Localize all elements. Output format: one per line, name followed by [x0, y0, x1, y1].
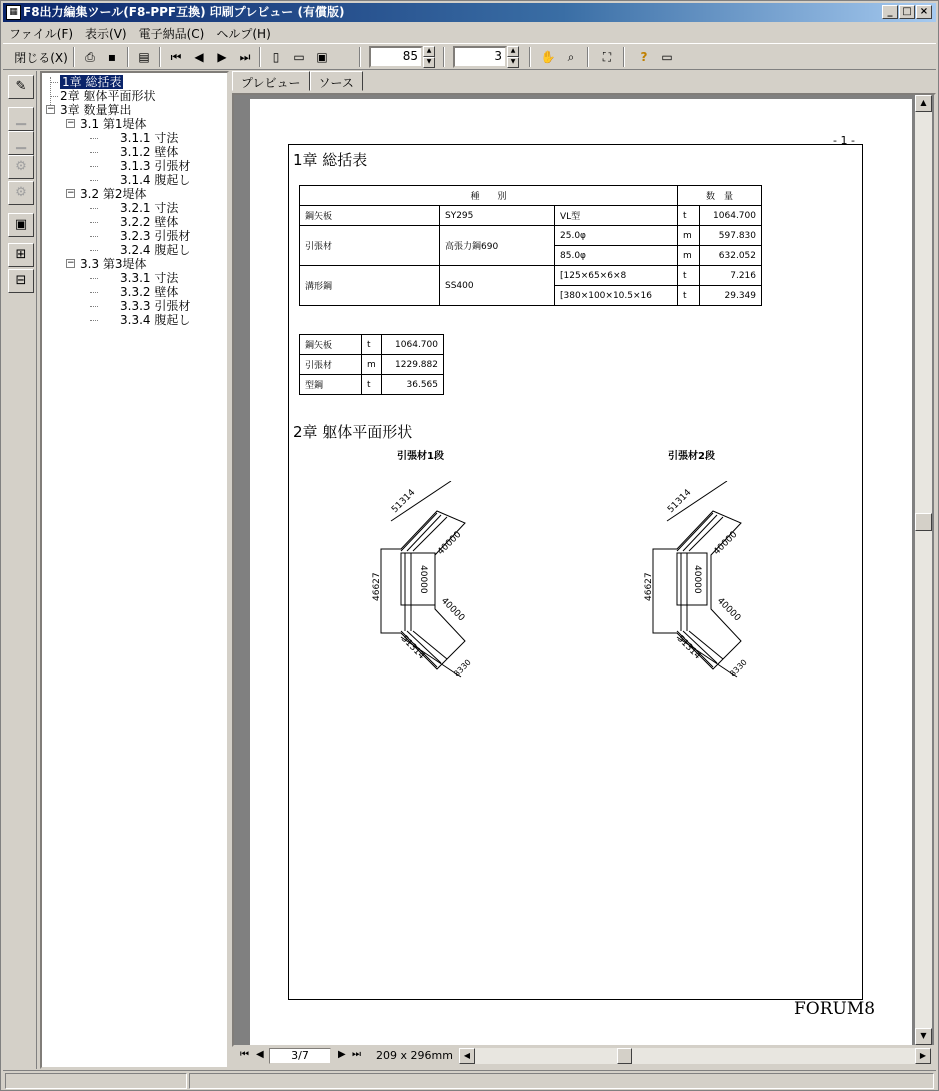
dim-label: 51314 [674, 634, 703, 662]
nav-next-icon[interactable]: ▶ [338, 1049, 346, 1060]
minimize-button[interactable]: _ [882, 5, 898, 19]
format-icon[interactable]: ▁ [8, 107, 34, 131]
save-icon[interactable]: ▪ [107, 50, 117, 64]
vertical-scrollbar[interactable] [915, 95, 932, 1045]
toolbar [3, 43, 936, 70]
dim-label: 8330 [452, 657, 473, 679]
dim-label: 46627 [372, 572, 382, 601]
tree-expander-icon[interactable]: − [67, 258, 75, 268]
status-pane-2 [189, 1073, 934, 1089]
page-indicator[interactable]: 3/7 [269, 1048, 331, 1064]
cell-value: 36.565 [382, 375, 444, 395]
maximize-button[interactable]: □ [899, 5, 915, 19]
dim-label: 40000 [418, 565, 428, 594]
menu-delivery[interactable]: 電子納品(C) [138, 27, 205, 41]
page-spinner[interactable] [453, 46, 519, 68]
dim-label: 8330 [728, 657, 749, 679]
tree-item[interactable]: 3.3.3 引張材 [120, 299, 191, 313]
scroll-right-icon[interactable]: ▶ [915, 1048, 931, 1064]
zoom-input[interactable]: 85 [369, 46, 423, 68]
next-page-icon[interactable]: ▶ [217, 50, 227, 64]
cell-unit: t [678, 206, 700, 226]
format2-icon[interactable]: ▁ [8, 131, 34, 155]
info-icon[interactable]: ▭ [661, 50, 673, 64]
cell-sub: [125×65×6×8 [555, 266, 678, 286]
chapter2-heading: 2章 躯体平面形状 [293, 423, 413, 441]
tree-expander-icon[interactable]: − [67, 188, 75, 198]
cell-value: 1064.700 [700, 206, 762, 226]
tree-expander-icon[interactable]: − [67, 118, 75, 128]
cell-name: 鋼矢板 [300, 206, 440, 226]
view-tabs [232, 71, 363, 91]
cell-sub: [380×100×10.5×16 [555, 286, 678, 306]
cell-spec: SY295 [440, 206, 555, 226]
menu-file[interactable]: ファイル(F) [9, 27, 74, 41]
table-row [300, 335, 444, 355]
dim-label: 40000 [714, 596, 743, 624]
scroll-left-icon[interactable]: ◀ [459, 1048, 475, 1064]
cell-value: 1064.700 [382, 335, 444, 355]
chapter1-heading: 1章 総括表 [293, 151, 368, 169]
tree-expander-icon[interactable]: − [47, 104, 55, 114]
close-window-button[interactable]: × [916, 5, 932, 19]
zoom-up-icon[interactable]: ▲ [423, 46, 435, 57]
cell-name: 鋼矢板 [300, 335, 362, 355]
tree-item[interactable]: 3.1.1 寸法 [120, 131, 179, 145]
zoom-spinner[interactable] [369, 46, 435, 68]
cell-value: 597.830 [700, 226, 762, 246]
cell-sub: 25.0φ [555, 226, 678, 246]
single-page-icon[interactable]: ▯ [272, 50, 280, 64]
gear-disabled-icon[interactable]: ⚙ [8, 155, 34, 179]
nav-prev-icon[interactable]: ◀ [256, 1049, 264, 1060]
page-down-icon[interactable]: ▼ [507, 57, 519, 68]
tree-item[interactable]: 3.3 第3堤体 [80, 257, 147, 271]
left-toolbar [5, 71, 37, 1069]
cell-name: 引張材 [300, 226, 440, 266]
plan-diagram-right [637, 481, 767, 681]
tree-item[interactable]: 3.2 第2堤体 [80, 187, 147, 201]
status-pane-1 [5, 1073, 187, 1089]
tree-item[interactable]: 3.1.2 壁体 [120, 145, 179, 159]
dim-label: 40000 [438, 596, 467, 624]
properties-icon[interactable]: ▣ [8, 213, 34, 237]
dim-label: 51314 [390, 487, 418, 516]
cell-unit: t [678, 286, 700, 306]
tree-item-selected[interactable]: 1章 総括表 [62, 75, 122, 89]
brand-footer: FORUM8 [794, 999, 876, 1019]
totals-table [299, 334, 444, 395]
tree-item[interactable]: 3.2.2 壁体 [120, 215, 179, 229]
diagram-right-title: 引張材2段 [668, 451, 715, 462]
edit-pencil-icon[interactable]: ✎ [8, 75, 34, 99]
cell-sub: 85.0φ [555, 246, 678, 266]
cell-name: 型鋼 [300, 375, 362, 395]
magnifier-icon[interactable]: ⌕ [567, 49, 575, 64]
header-qty: 数 量 [678, 186, 762, 206]
scroll-thumb[interactable] [915, 513, 932, 531]
cell-value: 632.052 [700, 246, 762, 266]
tree-item[interactable]: 3.1 第1堤体 [80, 117, 147, 131]
cell-unit: m [362, 355, 382, 375]
tree-item[interactable]: 3.2.3 引張材 [120, 229, 191, 243]
table-row [300, 266, 762, 286]
export-icon[interactable]: ▤ [138, 50, 150, 64]
close-button[interactable]: 閉じる(X) [14, 50, 68, 65]
nav-first-icon[interactable]: ⏮ [240, 1049, 249, 1060]
tree-item[interactable]: 3.3.2 壁体 [120, 285, 179, 299]
tree-item[interactable]: 3章 数量算出 [60, 103, 132, 117]
tree-item[interactable]: 3.1.4 腹起し [120, 173, 191, 187]
hscroll-thumb[interactable] [617, 1048, 632, 1064]
status-bar [3, 1070, 936, 1089]
scroll-up-icon[interactable]: ▲ [915, 95, 932, 112]
tree-item[interactable]: 2章 躯体平面形状 [60, 89, 156, 103]
dim-label: 51314 [666, 487, 694, 516]
table-row [300, 226, 762, 246]
tree-expand-icon[interactable]: ⊞ [8, 243, 34, 267]
menu-bar [3, 23, 277, 42]
prev-page-icon[interactable]: ◀ [194, 50, 204, 64]
paper-size: 209 x 296mm [376, 1049, 453, 1062]
fullscreen-icon[interactable]: ⛶ [602, 49, 612, 64]
zoom-down-icon[interactable]: ▼ [423, 57, 435, 68]
cell-value: 29.349 [700, 286, 762, 306]
dim-label: 40000 [692, 565, 702, 594]
summary-table [299, 185, 762, 306]
last-page-icon[interactable]: ⏭ [239, 49, 251, 64]
cell-unit: t [678, 266, 700, 286]
diagram-left-title: 引張材1段 [397, 451, 444, 462]
cell-unit: m [678, 246, 700, 266]
cell-value: 7.216 [700, 266, 762, 286]
dim-label: 51314 [398, 634, 427, 662]
tab-source[interactable]: ソース [310, 71, 363, 91]
scroll-down-icon[interactable]: ▼ [915, 1028, 932, 1045]
settings-disabled-icon[interactable]: ⚙ [8, 181, 34, 205]
tree-item[interactable]: 3.2.4 腹起し [120, 243, 191, 257]
header-type: 種 別 [300, 186, 678, 206]
plan-diagram-left [361, 481, 491, 681]
table-row [300, 375, 444, 395]
tree-item[interactable]: 3.1.3 引張材 [120, 159, 191, 173]
help-icon[interactable]: ? [640, 50, 648, 64]
title-bar [3, 3, 936, 22]
cell-name: 溝形鋼 [300, 266, 440, 306]
menu-view[interactable]: 表示(V) [85, 27, 127, 41]
cell-name: 引張材 [300, 355, 362, 375]
dim-label: 40000 [436, 529, 464, 558]
cell-sub: VL型 [555, 206, 678, 226]
cell-unit: t [362, 335, 382, 355]
page-number: - 1 - [833, 134, 855, 147]
tree-item[interactable]: 3.2.1 寸法 [120, 201, 179, 215]
tree-item[interactable]: 3.3.1 寸法 [120, 271, 179, 285]
dim-label: 46627 [644, 572, 654, 601]
cell-unit: t [362, 375, 382, 395]
two-page-icon[interactable]: ▭ [293, 50, 305, 64]
table-row [300, 355, 444, 375]
cell-spec: 高張力鋼690 [440, 226, 555, 266]
dim-label: 40000 [712, 529, 740, 558]
hand-icon[interactable]: ✋ [540, 50, 556, 64]
table-row [300, 206, 762, 226]
horizontal-scrollbar[interactable] [459, 1048, 931, 1064]
tree-item[interactable]: 3.3.4 腹起し [120, 313, 191, 327]
outline-tree [40, 71, 229, 1069]
fit-page-icon[interactable]: ▣ [316, 50, 328, 64]
menu-help[interactable]: ヘルプ(H) [216, 27, 271, 41]
print-icon[interactable]: ⎙ [85, 49, 95, 64]
page-input[interactable]: 3 [453, 46, 507, 68]
app-icon: ▦ [6, 5, 21, 20]
first-page-icon[interactable]: ⏮ [170, 49, 182, 64]
tab-preview[interactable]: プレビュー [232, 71, 310, 91]
window-title: F8出力編集ツール(F8-PPF互換) 印刷プレビュー (有償版) [23, 5, 345, 19]
nav-last-icon[interactable]: ⏭ [352, 1049, 361, 1060]
page-up-icon[interactable]: ▲ [507, 46, 519, 57]
cell-value: 1229.882 [382, 355, 444, 375]
cell-unit: m [678, 226, 700, 246]
tree-collapse-icon[interactable]: ⊟ [8, 269, 34, 293]
cell-spec: SS400 [440, 266, 555, 306]
